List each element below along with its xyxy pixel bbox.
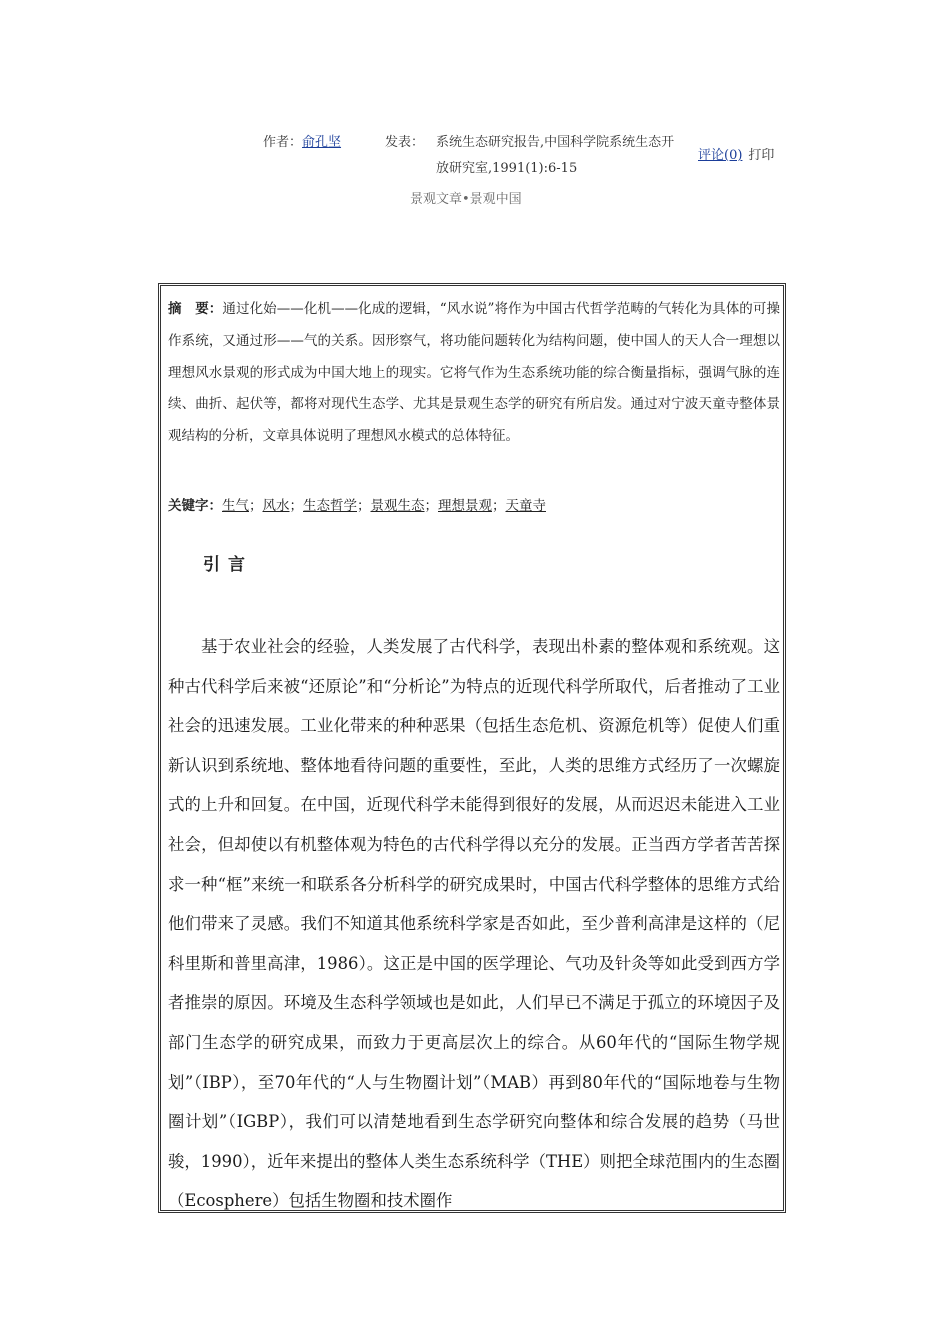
- body-paragraph: 基于农业社会的经验，人类发展了古代科学，表现出朴素的整体观和系统观。这种古代科学后来被“还原论”和“分析论”为特点的近现代科学所取代，后者推动了工业社会的迅速发展。工业化带来的种种恶果（包括生态危机、资源危机等）促使人们重新认识到系统地、整体地看待问题的重要性，至此，人类的思维方式经历了一次螺旋式的上升和回复。在中国，近现代科学未能得到很好的发展，从而迟迟未能进入工业社会，但却使以有机整体观为特色的古代科学得以充分的发展。正当西方学者苦苦探求一种“框”来统一和联系各分析科学的研究成果时，中国古代科学整体的思维方式给他们带来了灵感。我们不知道其他系统科学家是否如此，至少普利高津是这样的（尼科里斯和普里高津，1986）。这正是中国的医学理论、气功及针灸等如此受到西方学者推崇的原因。环境及生态科学领域也是如此，人们早已不满足于孤立的环境因子及部门生态学的研究成果，而致力于更高层次上的综合。从60年代的“国际生物学规划”（IBP），至70年代的“人与生物圈计划”（MAB）再到80年代的“国际地卷与生物圈计划”（IGBP），我们可以清楚地看到生态学研究向整体和综合发展的趋势（马世骏，1990），近年来提出的整体人类生态系统科学（THE）则把全球范围内的生态圈（Ecosphere）包括生物圈和技术圈作: [168, 637, 780, 1211]
- meta-line: [263, 130, 424, 156]
- keyword-link[interactable]: 生气: [222, 498, 249, 514]
- keyword-link[interactable]: 生态哲学: [303, 498, 357, 514]
- publication-info: 系统生态研究报告,中国科学院系统生态开放研究室,1991(1):6-15: [436, 135, 675, 176]
- section-title: 引言: [203, 555, 253, 575]
- abstract-label: 摘 要：: [168, 301, 223, 317]
- keywords: 关键字：生气；风水；生态哲学；景观生态；理想景观；天童寺: [168, 498, 546, 514]
- keyword-link[interactable]: 风水: [262, 498, 290, 514]
- article-actions: [698, 144, 774, 168]
- author-label: 作者：: [263, 135, 303, 150]
- comment-link[interactable]: 评论(0): [698, 148, 743, 163]
- article-content-box: [158, 283, 786, 1213]
- keywords-label: 关键字：: [168, 498, 222, 514]
- keyword-link[interactable]: 景观生态: [370, 498, 425, 514]
- author-link[interactable]: 俞孔坚: [302, 135, 342, 150]
- abstract: [168, 294, 780, 453]
- abstract-text: 通过化始——化机——化成的逻辑，“风水说”将作为中国古代哲学范畴的气转化为具体的可操作系统，又通过形——气的关系。因形察气，将功能问题转化为结构问题，使中国人的天人合一理想以理想风水景观的形式成为中国大地上的现实。它将气作为生态系统功能的综合衡量指标，强调气脉的连续、曲折、起伏等，都将对现代生态学、尤其是景观生态学的研究有所启发。通过对宁波天童寺整体景观结构的分析，文章具体说明了理想风水模式的总体特征。: [168, 301, 780, 445]
- keyword-link[interactable]: 天童寺: [505, 498, 546, 514]
- publish-label: 发表：: [385, 135, 425, 150]
- keyword-link[interactable]: 理想景观: [438, 498, 492, 514]
- category-label: 景观文章•景观中国: [410, 192, 522, 207]
- print-link[interactable]: 打印: [748, 148, 775, 163]
